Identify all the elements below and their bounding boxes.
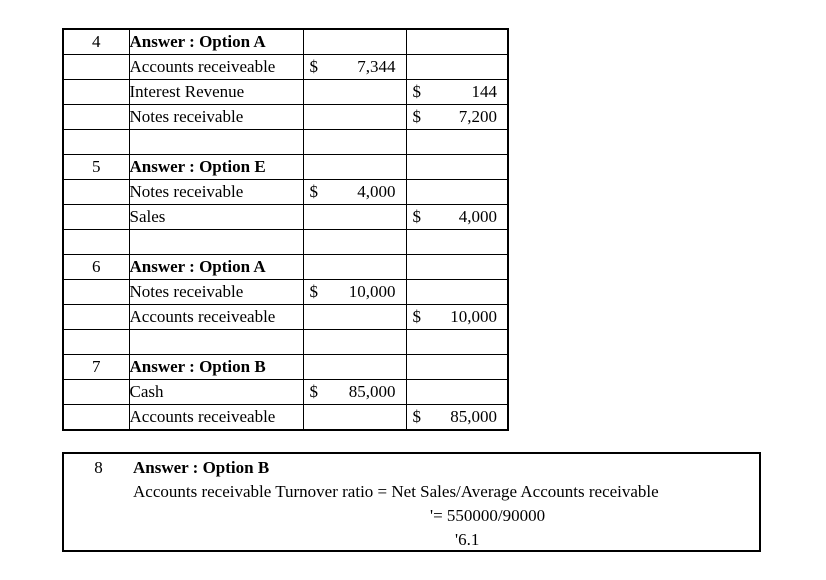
- currency-symbol: $: [309, 282, 318, 301]
- currency-symbol: $: [412, 107, 421, 126]
- debit-amount-cell: [303, 230, 406, 255]
- journal-row: [63, 380, 508, 405]
- question-number-cell: [63, 130, 129, 155]
- question-number: 8: [94, 458, 103, 477]
- amount-value: 144: [471, 82, 497, 101]
- account-name-cell: Cash: [129, 380, 303, 405]
- question-number-cell: [63, 105, 129, 130]
- currency-symbol: $: [309, 382, 318, 401]
- amount-value: 4,000: [458, 207, 497, 226]
- journal-row: [63, 180, 508, 205]
- debit-amount-cell: [303, 130, 406, 155]
- credit-amount-cell: [406, 130, 508, 155]
- account-name-cell: Accounts receiveable: [129, 405, 303, 431]
- question-number-cell: [63, 55, 129, 80]
- account-name-cell: Accounts receiveable: [129, 305, 303, 330]
- journal-row: [63, 355, 508, 380]
- question-number-cell: 6: [63, 255, 129, 280]
- turnover-result-text: '6.1: [455, 530, 480, 549]
- debit-amount-cell: [303, 29, 406, 55]
- credit-amount-cell: [406, 155, 508, 180]
- journal-row: [63, 155, 508, 180]
- credit-amount-cell: [406, 180, 508, 205]
- credit-amount-cell: [406, 280, 508, 305]
- credit-amount-cell: [406, 80, 508, 105]
- amount-wrap: [407, 405, 508, 429]
- question-number-cell: [63, 405, 129, 431]
- debit-amount-cell: [303, 255, 406, 280]
- debit-amount-cell: [303, 380, 406, 405]
- debit-amount-cell: [303, 280, 406, 305]
- amount-value: 7,200: [458, 107, 497, 126]
- credit-amount-cell: [406, 405, 508, 431]
- account-name-cell: [129, 130, 303, 155]
- credit-amount-cell: [406, 330, 508, 355]
- currency-symbol: $: [309, 182, 318, 201]
- amount-value: 7,344: [357, 57, 396, 76]
- account-name-cell: Sales: [129, 205, 303, 230]
- debit-amount-cell: [303, 330, 406, 355]
- question-number-cell: [63, 205, 129, 230]
- amount-value: 85,000: [450, 407, 497, 426]
- turnover-calculation-text: '= 550000/90000: [430, 506, 546, 525]
- amount-wrap: [304, 55, 406, 79]
- credit-amount-cell: [406, 230, 508, 255]
- amount-wrap: [304, 380, 406, 404]
- debit-amount-cell: [303, 80, 406, 105]
- journal-row: [63, 405, 508, 431]
- question-number-cell: [63, 380, 129, 405]
- question-number-cell: [63, 280, 129, 305]
- question-number-cell: [63, 80, 129, 105]
- currency-symbol: $: [309, 57, 318, 76]
- answer-option-cell: Answer : Option E: [129, 155, 303, 180]
- account-name-cell: Interest Revenue: [129, 80, 303, 105]
- debit-amount-cell: [303, 155, 406, 180]
- question-number-cell: [63, 330, 129, 355]
- amount-wrap: [407, 305, 508, 329]
- journal-row: [63, 330, 508, 355]
- journal-row: [63, 130, 508, 155]
- question-number-cell: 7: [63, 355, 129, 380]
- journal-row: [63, 55, 508, 80]
- amount-wrap: [304, 180, 406, 204]
- answer-option-cell: Answer : Option B: [129, 355, 303, 380]
- debit-amount-cell: [303, 105, 406, 130]
- amount-value: 10,000: [450, 307, 497, 326]
- credit-amount-cell: [406, 55, 508, 80]
- debit-amount-cell: [303, 305, 406, 330]
- question-number-cell: [63, 305, 129, 330]
- amount-wrap: [407, 205, 508, 229]
- question-number-cell: [63, 230, 129, 255]
- journal-entries-table: [62, 28, 509, 431]
- credit-amount-cell: [406, 355, 508, 380]
- currency-symbol: $: [412, 407, 421, 426]
- journal-row: [63, 305, 508, 330]
- journal-row: [63, 29, 508, 55]
- debit-amount-cell: [303, 205, 406, 230]
- answer-option-cell: Answer : Option A: [129, 255, 303, 280]
- account-name-cell: Notes receivable: [129, 180, 303, 205]
- amount-wrap: [407, 105, 508, 129]
- journal-row: [63, 105, 508, 130]
- amount-value: 4,000: [357, 182, 396, 201]
- answer-option-title: Answer : Option B: [133, 458, 270, 477]
- account-name-cell: Accounts receiveable: [129, 55, 303, 80]
- amount-value: 85,000: [348, 382, 396, 401]
- journal-row: [63, 230, 508, 255]
- amount-wrap: [407, 80, 508, 104]
- currency-symbol: $: [412, 307, 421, 326]
- account-name-cell: Notes receivable: [129, 280, 303, 305]
- debit-amount-cell: [303, 55, 406, 80]
- credit-amount-cell: [406, 29, 508, 55]
- amount-value: 10,000: [348, 282, 396, 301]
- answer-option-cell: Answer : Option A: [129, 29, 303, 55]
- account-name-cell: Notes receivable: [129, 105, 303, 130]
- credit-amount-cell: [406, 380, 508, 405]
- question-number-cell: 5: [63, 155, 129, 180]
- question-number-cell: [63, 180, 129, 205]
- currency-symbol: $: [412, 207, 421, 226]
- amount-wrap: [304, 280, 406, 304]
- journal-row: [63, 205, 508, 230]
- debit-amount-cell: [303, 180, 406, 205]
- account-name-cell: [129, 330, 303, 355]
- answer-8-box: [62, 452, 761, 552]
- turnover-formula-text: Accounts receivable Turnover ratio = Net Sales/Average Accounts receivable: [133, 482, 659, 501]
- debit-amount-cell: [303, 405, 406, 431]
- credit-amount-cell: [406, 105, 508, 130]
- account-name-cell: [129, 230, 303, 255]
- credit-amount-cell: [406, 305, 508, 330]
- answer-8-content: [133, 454, 759, 550]
- debit-amount-cell: [303, 355, 406, 380]
- credit-amount-cell: [406, 255, 508, 280]
- question-number-cell: 4: [63, 29, 129, 55]
- journal-row: [63, 255, 508, 280]
- journal-row: [63, 280, 508, 305]
- credit-amount-cell: [406, 205, 508, 230]
- journal-row: [63, 80, 508, 105]
- currency-symbol: $: [412, 82, 421, 101]
